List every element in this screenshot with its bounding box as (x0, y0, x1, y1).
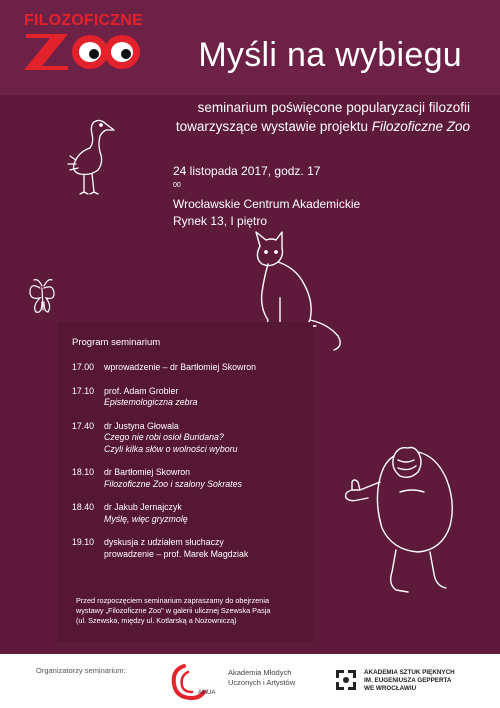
asp-line-3: WE WROCŁAWIU (364, 685, 417, 692)
event-address: Rynek 13, I piętro (173, 213, 268, 228)
program-speaker: dyskusja z udziałem słuchaczy (104, 537, 224, 547)
program-item (72, 362, 312, 374)
amua-line-2: Uczonych i Artystów (228, 677, 296, 687)
event-venue: Wrocławskie Centrum Akademickie (173, 197, 361, 211)
subtitle-project-name: Filozoficzne Zoo (371, 119, 470, 134)
program-speaker: dr Justyna Głowala (104, 420, 179, 431)
event-time-superscript: 00 (173, 181, 181, 189)
program-item (72, 537, 312, 560)
zoo-logo-icon (22, 30, 142, 72)
program-moderator: prowadzenie – prof. Marek Magdziak (104, 548, 249, 559)
program-time: 18.10 (72, 467, 95, 477)
subtitle-line-2 (140, 117, 470, 136)
asp-line-2: IM. EUGENIUSZA GEPPERTA (364, 677, 452, 684)
asp-logo-icon (334, 668, 358, 692)
page-title: Myśli na wybiegu (198, 36, 462, 74)
organizers-label: Organizatorzy seminarium: (36, 666, 126, 675)
program-time: 17.10 (72, 385, 95, 396)
event-details (173, 163, 360, 229)
exhibition-note (76, 596, 326, 626)
program-item (72, 467, 312, 490)
program-talk-title: Filozoficzne Zoo i szalony Sokrates (104, 478, 242, 489)
asp-line-1: AKADEMIA SZTUK PIĘKNYCH (364, 669, 455, 676)
amua-name (228, 668, 295, 687)
program-talk-title: Myślę, więc gryzmolę (104, 513, 188, 524)
event-date (173, 163, 360, 196)
note-line-1: Przed rozpoczęciem seminarium zapraszamy do obejrzenia (76, 596, 270, 605)
butterfly-drawing (26, 276, 60, 320)
program-time: 17.40 (72, 420, 95, 431)
logo-text-top: FILOZOFICZNE (24, 12, 143, 29)
filozoficzne-zoo-logo (22, 12, 142, 84)
program-title: Program seminarium (72, 337, 161, 348)
program-talk-subtitle: Czyli kilka słów o wolności wyboru (104, 443, 238, 454)
program-item (72, 502, 312, 525)
amua-line-1: Akademia Młodych (228, 668, 292, 677)
program-item (72, 421, 312, 456)
bird-drawing (64, 116, 116, 198)
program-time: 17.00 (72, 362, 95, 372)
program-time: 18.40 (72, 502, 95, 512)
program-speaker: prof. Adam Grobler (104, 385, 179, 396)
asp-name (364, 669, 455, 693)
subtitle-line-2-text: towarzyszące wystawie projektu (175, 119, 372, 134)
program-speaker: wprowadzenie – dr Bartłomiej Skowron (104, 362, 257, 372)
note-line-2: wystawy „Filozoficzne Zoo" w galerii ulicznej Szewska Pasja (76, 606, 271, 615)
program-talk-title: Epistemologiczna zebra (104, 397, 198, 407)
thumbs-up-creature-drawing (338, 442, 470, 602)
subtitle (140, 98, 470, 136)
program-time: 19.10 (72, 537, 95, 547)
note-line-3: (ul. Szewska, między ul. Kotlarską a Nożowniczą) (76, 616, 237, 625)
program-item (72, 386, 312, 409)
amua-logo-text: AMUA (198, 690, 216, 696)
event-date-text: 24 listopada 2017, godz. 17 (173, 164, 321, 178)
program-speaker: dr Jakub Jernajczyk (104, 502, 182, 512)
program-speaker: dr Bartłomiej Skowron (104, 467, 191, 477)
subtitle-line-1: seminarium poświęcone popularyzacji filozofii (197, 100, 470, 115)
program-talk-title: Czego nie robi osioł Buridana? (104, 432, 224, 442)
program-list (72, 362, 312, 572)
amua-logo-icon (170, 660, 222, 702)
